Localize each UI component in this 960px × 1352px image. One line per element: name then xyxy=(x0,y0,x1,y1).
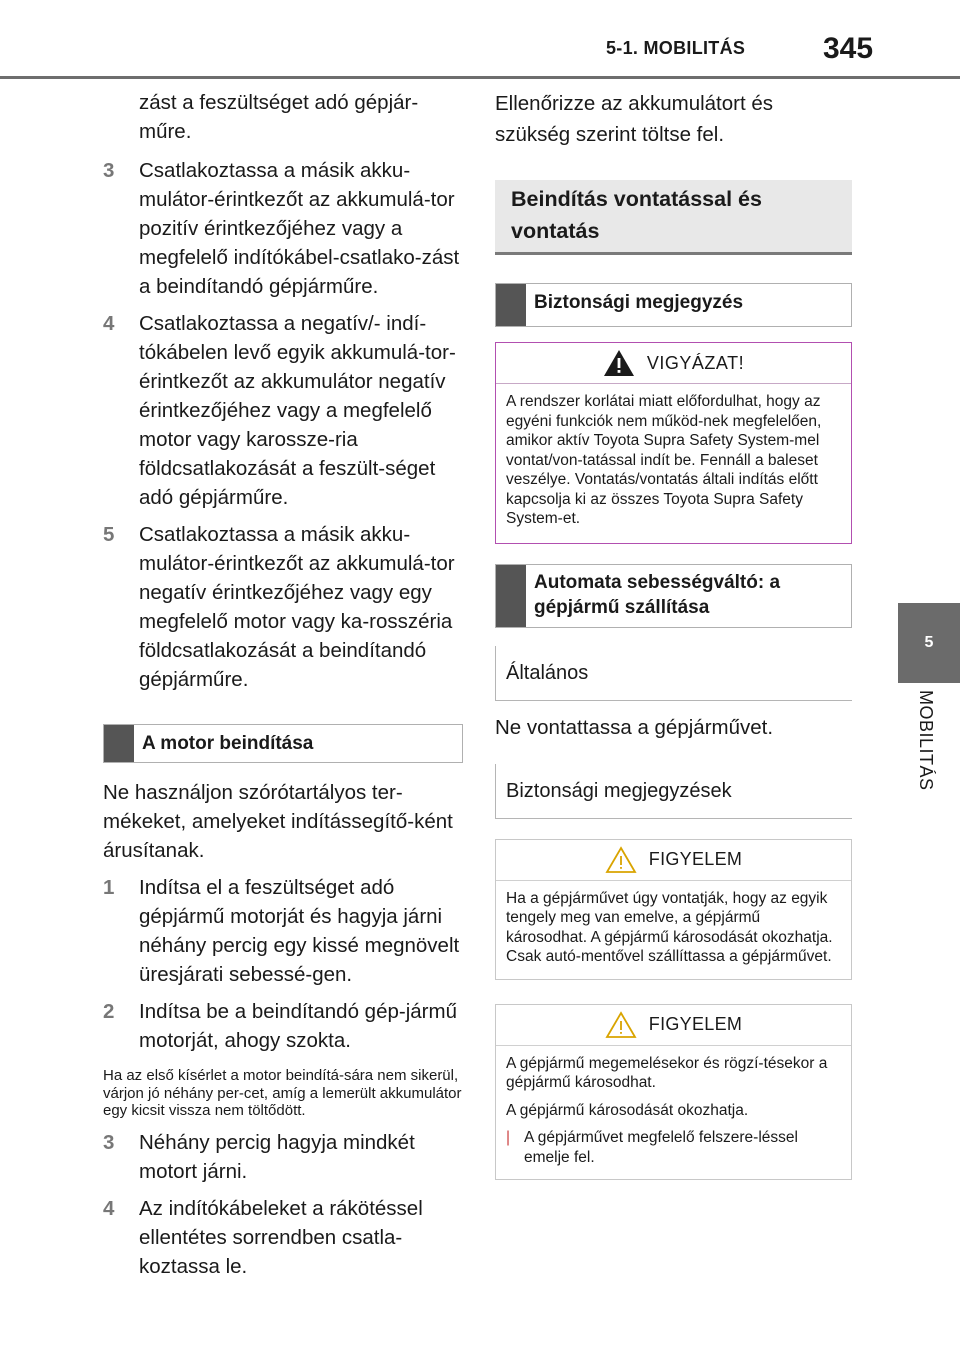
section-heading-automatic-transmission xyxy=(495,564,852,628)
heading-bar xyxy=(496,565,526,627)
section-heading-engine-start xyxy=(103,724,463,763)
step-number: 4 xyxy=(103,312,115,335)
chapter-label: MOBILITÁS xyxy=(916,690,936,791)
section-title: 5-1. MOBILITÁS xyxy=(606,38,746,58)
subheading-general: Általános xyxy=(495,646,852,701)
step-text: Az indítókábeleket a rákötéssel ellentétes sorrendben csatla-koztassa le. xyxy=(139,1196,423,1278)
step-number: 3 xyxy=(103,1130,115,1154)
step-number: 1 xyxy=(103,876,115,899)
caution-title: FIGYELEM xyxy=(648,1014,743,1034)
step-item xyxy=(103,1128,463,1186)
caution-box xyxy=(495,839,852,980)
caution-box xyxy=(495,1004,852,1181)
step-item xyxy=(103,1194,463,1281)
note-text: Ha az első kísérlet a motor beindítá-sára nem sikerül, várjon jó néhány per-cet, amíg a lemerült akkumulátor egy kicsit vissza nem töltődött. xyxy=(103,1067,462,1119)
heading-text: A motor beindítása xyxy=(142,733,314,754)
section-text: Ne használjon szórótartályos ter-mékeket, amelyeket indítássegítő-ként árusítanak. xyxy=(103,781,453,862)
caution-icon xyxy=(605,846,637,874)
step-item xyxy=(103,156,463,301)
subheading-safety-notes: Biztonsági megjegyzések xyxy=(495,764,852,819)
step-number: 2 xyxy=(103,1000,115,1023)
heading-text: Automata sebességváltó: a gépjármű szállítása xyxy=(534,571,781,618)
caution-text: A gépjármű károsodását okozhatja. xyxy=(506,1101,749,1119)
heading-bar xyxy=(104,725,134,762)
step-text: Indítsa be a beindítandó gép-jármű motorját, ahogy szokta. xyxy=(139,1000,457,1052)
caution-header xyxy=(496,840,851,881)
step-text: Indítsa el a feszültséget adó gépjármű motorját és hagyja járni néhány percig egy kissé megnövelt üresjárati sebessé-gen. xyxy=(139,876,460,986)
bullet-text: A gépjárművet megfelelő felszere-léssel emelje fel. xyxy=(524,1129,798,1166)
step-text: Csatlakoztassa a másik akku-mulátor-érintkezőt az akkumulá-tor negatív érintkezőjéhez vagy egy megfelelő motor vagy ka-rosszéria földcsatlakozását a beindítandó gépjárműre. xyxy=(139,523,455,691)
caution-title: FIGYELEM xyxy=(648,849,743,869)
heading-bar xyxy=(496,284,526,326)
warning-icon xyxy=(603,349,635,377)
chapter-heading: Beindítás vontatással és vontatás xyxy=(495,180,852,255)
chapter-tab-number: 5 xyxy=(924,634,934,651)
bullet-marker: | xyxy=(506,1129,511,1146)
general-text: Ne vontattassa a gépjárművet. xyxy=(495,715,774,739)
page-number: 345 xyxy=(823,32,874,65)
caution-text: Ha a gépjárművet úgy vontatják, hogy az egyik tengely meg van emelve, a gépjármű károsodhat. A gépjármű károsodását okozhatja. Csak autó-mentővel szállíttassa a gépjárművet. xyxy=(506,889,833,965)
step-number: 5 xyxy=(103,523,115,546)
heading-text: Biztonsági megjegyzés xyxy=(534,292,744,313)
step-text: Néhány percig hagyja mindkét motort járni. xyxy=(139,1130,415,1183)
header-rule xyxy=(0,76,960,79)
step-item xyxy=(103,520,463,694)
warning-title: VIGYÁZAT! xyxy=(646,352,745,373)
step-number: 4 xyxy=(103,1196,115,1220)
caution-bullet xyxy=(506,1128,841,1167)
warning-header xyxy=(496,343,851,384)
section-heading-safety xyxy=(495,283,852,327)
intro-text: zást a feszültséget adó gépjár-műre. xyxy=(139,91,419,143)
step-text: Csatlakoztassa a másik akku-mulátor-érintkezőt az akkumulá-tor pozitív érintkezőjéhez vagy a megfelelő indítókábel-csatlako-zást a beindítandó gépjárműre. xyxy=(139,159,460,298)
caution-icon xyxy=(605,1011,637,1039)
step-item xyxy=(103,873,463,989)
step-number: 3 xyxy=(103,159,115,182)
step-item xyxy=(103,997,463,1055)
caution-header xyxy=(496,1005,851,1046)
right-column xyxy=(495,88,852,1180)
caution-text: A gépjármű megemelésekor és rögzí-tésekor a gépjármű károsodhat. xyxy=(506,1054,828,1091)
warning-text: A rendszer korlátai miatt előfordulhat, hogy az egyéni funkciók nem működ-nek megfelelően, amikor aktív Toyota Supra Safety System-mel vontat/von-tatással indít be. Fennáll a baleset veszélye. Vontatás/vontatás általi indítás előtt kapcsolja ki az összes Toyota Supra Safety System-et. xyxy=(506,393,822,527)
step-item xyxy=(103,309,463,512)
left-column xyxy=(103,88,463,1281)
warning-box xyxy=(495,342,852,544)
caution-content xyxy=(496,1046,851,1180)
step-text: Csatlakoztassa a negatív/- indí-tókábelen levő egyik akkumulá-tor-érintkezőt az akkumulátor negatív érintkezőjéhez vagy a megfelelő motor vagy karossze-ria földcsatlakozását a feszült-séget adó gépjárműre. xyxy=(139,312,456,509)
intro-text: Ellenőrizze az akkumulátort és szükség szerint töltse fel. xyxy=(495,92,774,146)
chapter-tab[interactable] xyxy=(898,603,960,683)
